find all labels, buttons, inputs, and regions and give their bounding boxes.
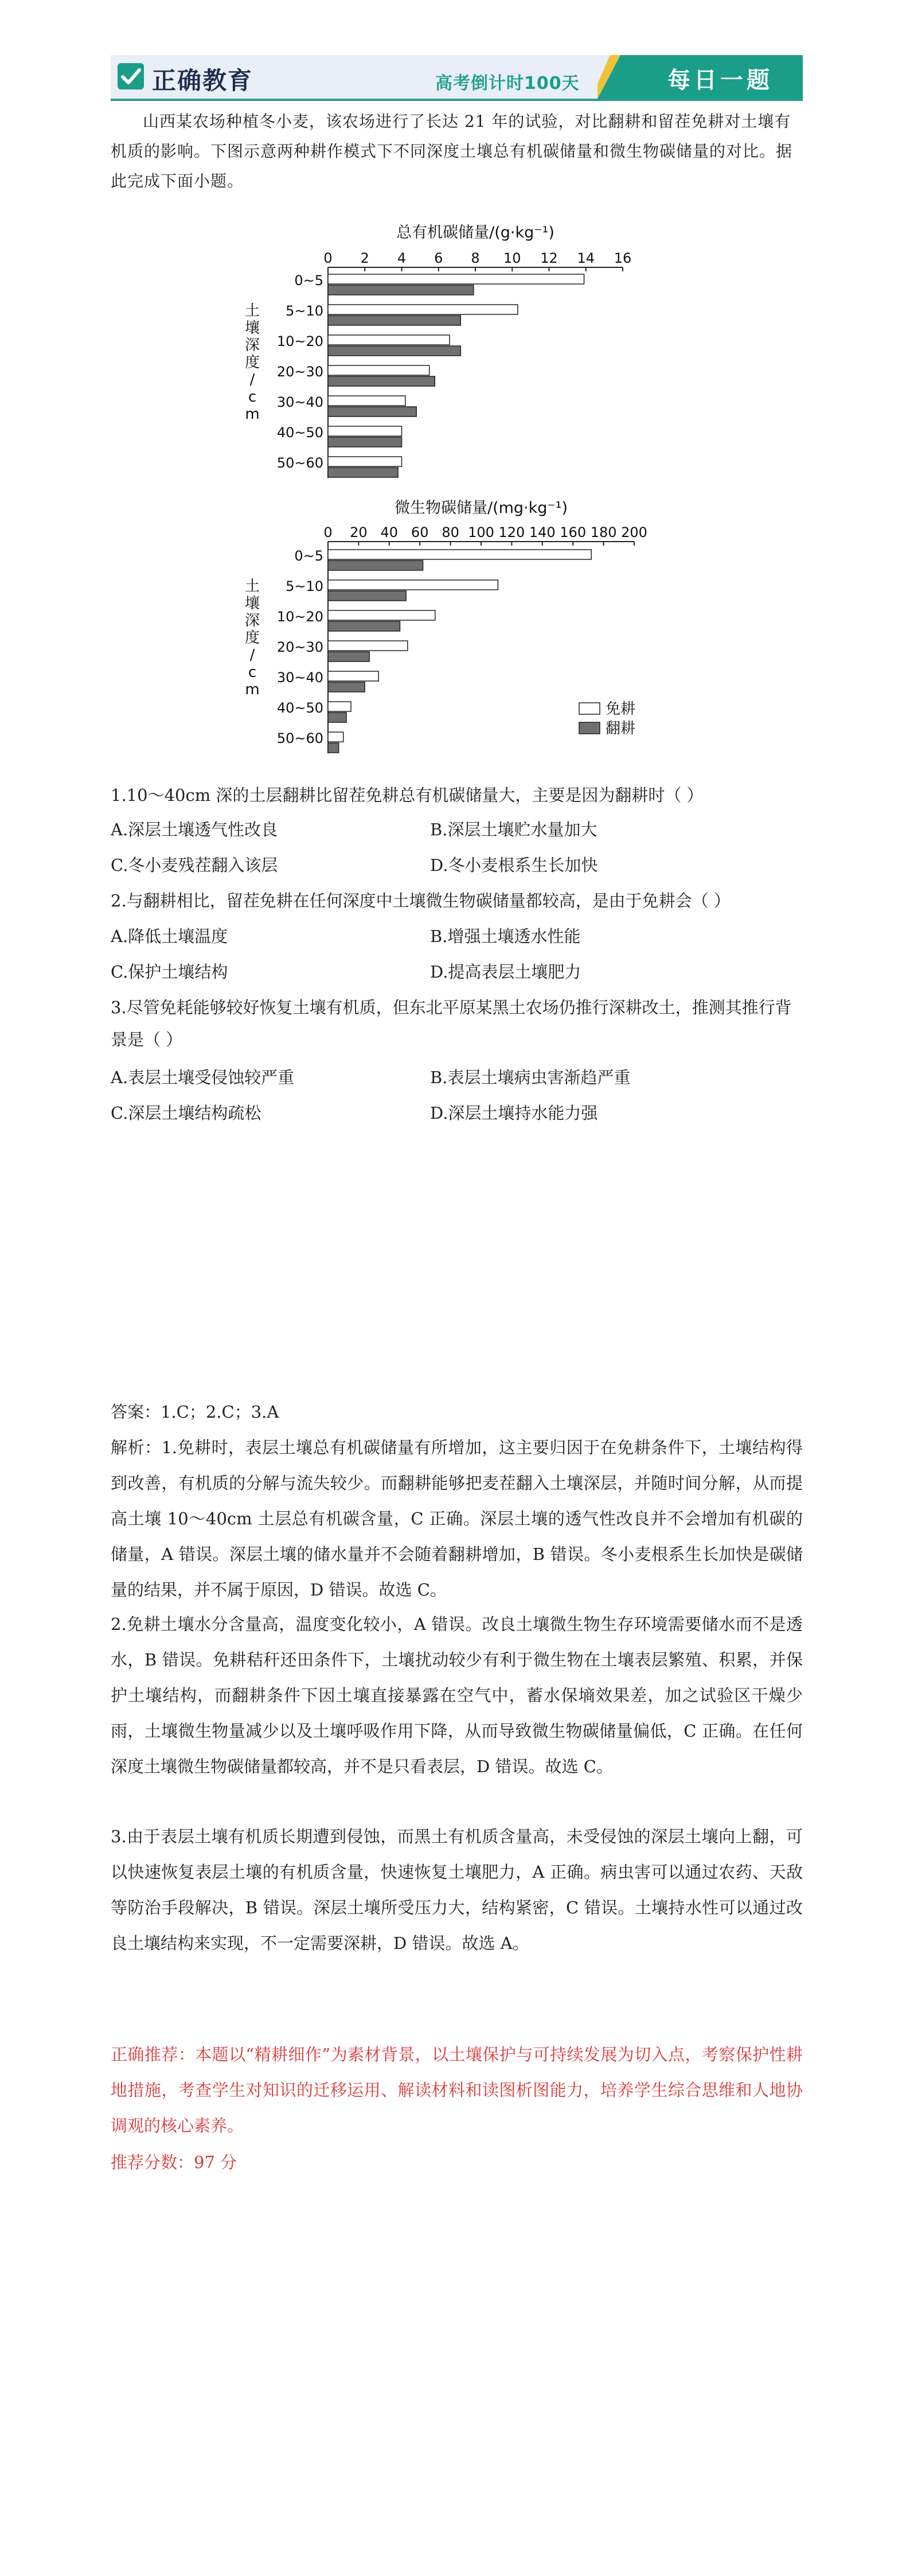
analysis-3: 3.由于表层土壤有机质长期遭到侵蚀，而黑土有机质含量高，未受侵蚀的深层土壤向上翻，可以快速恢复表层土壤的有机质含量，快速恢复土壤肥力，A 正确。病虫害可以通过农药、天敌等防治手段解决，B 错误。深层土壤所受压力大，结构紧密，C 错误。土壤持水性可以通过改良土壤结构来实现，不一定需要深耕，D 错误。故选 A。: [111, 1827, 803, 1953]
y-axis-label-char: 深: [244, 612, 260, 629]
category-label: 30~40: [276, 670, 323, 686]
x-tick-label: 100: [468, 524, 494, 540]
bar-no-till: [328, 426, 402, 436]
category-label: 5~10: [286, 578, 323, 594]
bar-no-till: [328, 335, 450, 345]
bar-no-till: [328, 365, 429, 375]
y-axis-label-char: 度: [244, 629, 260, 647]
bar-plow: [328, 316, 460, 325]
brand-name: 正确教育: [152, 67, 253, 95]
legend-label: 翻耕: [606, 720, 636, 737]
analysis-1: 解析：1.免耕时，表层土壤总有机碳储量有所增加，这主要归因于在免耕条件下，土壤结构得到改善，有机质的分解与流失较少。而翻耕能够把麦茬翻入土壤深层，并随时间分解，从而提高土壤 10～40cm 土层总有机碳含量，C 正确。深层土壤的透气性改良并不会增加有机碳的储量，A 错误。深层土壤的储水量并不会随着翻耕增加，B 错误。冬小麦根系生长加快是碳储量的结果，并不属于原因，D 错误。故选 C。: [111, 1438, 803, 1600]
x-tick-label: 14: [577, 250, 595, 266]
category-label: 5~10: [286, 303, 323, 319]
bar-no-till: [328, 457, 402, 466]
y-axis-label-char: m: [245, 406, 260, 423]
x-tick-label: 2: [360, 250, 369, 266]
q1-option-c: C.冬小麦残茬翻入该层: [111, 855, 278, 875]
y-axis-label-char: 土: [244, 578, 260, 595]
q2-option-a: A.降低土壤温度: [111, 927, 228, 946]
q3-option-a: A.表层土壤受侵蚀较严重: [111, 1068, 295, 1087]
bar-no-till: [328, 580, 498, 590]
answer-key: 答案：1.C；2.C；3.A: [111, 1402, 279, 1422]
x-tick-label: 180: [590, 524, 617, 540]
x-tick-label: 10: [503, 250, 521, 266]
chart-microbial-carbon: [241, 493, 665, 769]
bar-plow: [328, 561, 423, 570]
y-axis-label-char: 土: [244, 302, 260, 320]
category-label: 50~60: [276, 730, 323, 746]
category-label: 40~50: [276, 425, 323, 441]
bar-no-till: [328, 641, 408, 651]
category-label: 10~20: [276, 333, 323, 349]
header-banner: [111, 55, 803, 101]
question-1: 1.10～40cm 深的土层翻耕比留茬免耕总有机碳储量大，主要是因为翻耕时（ ）: [111, 785, 704, 805]
bar-plow: [328, 713, 346, 722]
bar-plow: [328, 652, 369, 661]
intro-paragraph: 山西某农场种植冬小麦，该农场进行了长达 21 年的试验，对比翻耕和留茬免耕对土壤有机质的影响。下图示意两种耕作模式下不同深度土壤总有机碳储量和微生物碳储量的对比。据此完成下面小题。: [111, 112, 793, 190]
category-label: 50~60: [276, 455, 323, 471]
y-axis-label-char: 壤: [244, 595, 260, 612]
bar-plow: [328, 743, 339, 753]
analysis-2: 2.免耕土壤水分含量高，温度变化较小，A 错误。改良土壤微生物生存环境需要储水而不是透水，B 错误。免耕秸秆还田条件下，土壤扰动较少有利于微生物在土壤表层繁殖、积累，并保护土壤结构，而翻耕条件下因土壤直接暴露在空气中，蓄水保墒效果差，加之试验区干燥少雨，土壤微生物量减少以及土壤呼吸作用下降，从而导致微生物碳储量偏低，C 正确。在任何深度土壤微生物碳储量都较高，并不是只看表层，D 错误。故选 C。: [111, 1614, 803, 1776]
bar-no-till: [328, 671, 378, 681]
chart-title: 总有机碳储量/(g·kg⁻¹): [396, 224, 554, 242]
legend-swatch: [579, 703, 600, 714]
bar-no-till: [328, 550, 591, 559]
question-3: 3.尽管免耗能够较好恢复土壤有机质，但东北平原某黑土农场仍推行深耕改土，推测其推行背景是（ ）: [111, 998, 792, 1049]
x-tick-label: 140: [529, 524, 556, 540]
bar-plow: [328, 346, 460, 356]
category-label: 40~50: [276, 700, 323, 716]
q2-option-d: D.提高表层土壤肥力: [430, 962, 581, 982]
legend-label: 免耕: [606, 701, 636, 718]
y-axis-label-char: m: [245, 681, 260, 698]
x-tick-label: 8: [471, 250, 480, 266]
chart-title: 微生物碳储量/(mg·kg⁻¹): [394, 499, 568, 517]
x-tick-label: 200: [621, 524, 647, 540]
bar-no-till: [328, 702, 351, 711]
x-tick-label: 12: [540, 250, 558, 266]
y-axis-label-char: /: [249, 371, 255, 388]
y-axis-label-char: /: [249, 647, 255, 664]
bar-no-till: [328, 305, 518, 314]
bar-plow: [328, 682, 365, 692]
x-tick-label: 20: [350, 524, 368, 540]
x-tick-label: 120: [498, 524, 525, 540]
bar-plow: [328, 591, 406, 601]
q1-option-a: A.深层土壤透气性改良: [111, 820, 278, 839]
q2-option-c: C.保护土壤结构: [111, 962, 228, 982]
y-axis-label-char: 深: [244, 337, 260, 354]
y-axis-label-char: c: [248, 664, 257, 681]
bar-plow: [328, 407, 416, 417]
bar-no-till: [328, 732, 343, 742]
q2-option-b: B.增强土壤透水性能: [430, 927, 581, 946]
daily-title: 每日一题: [667, 67, 773, 94]
category-label: 20~30: [276, 364, 323, 380]
question-2: 2.与翻耕相比，留茬免耕在任何深度中土壤微生物碳储量都较高，是由于免耕会（ ）: [111, 891, 731, 910]
x-tick-label: 40: [380, 524, 399, 540]
bar-plow: [328, 621, 400, 631]
check-logo-icon: [118, 63, 144, 90]
bar-no-till: [328, 274, 584, 284]
x-tick-label: 60: [411, 524, 429, 540]
recommendation-text: 正确推荐：本题以“精耕细作”为素材背景，以土壤保护与可持续发展为切入点，考察保护性耕地措施，考查学生对知识的迁移运用、解读材料和读图析图能力，培养学生综合思维和人地协调观的核心素养。: [111, 2045, 803, 2135]
bar-plow: [328, 376, 435, 386]
bar-plow: [328, 468, 398, 477]
category-label: 30~40: [276, 394, 323, 410]
category-label: 0~5: [294, 548, 323, 564]
legend-swatch: [579, 722, 600, 734]
bar-no-till: [328, 610, 435, 620]
y-axis-label-char: 壤: [244, 320, 260, 337]
x-tick-label: 6: [434, 250, 443, 266]
q3-option-b: B.表层土壤病虫害渐趋严重: [430, 1068, 631, 1087]
x-tick-label: 16: [614, 250, 632, 266]
category-label: 10~20: [276, 609, 323, 625]
q1-option-b: B.深层土壤贮水量加大: [430, 820, 597, 839]
bar-plow: [328, 285, 474, 295]
x-tick-label: 160: [560, 524, 587, 540]
q3-option-c: C.深层土壤结构疏松: [111, 1103, 261, 1123]
bar-plow: [328, 437, 402, 447]
y-axis-label-char: 度: [244, 354, 260, 371]
category-label: 0~5: [294, 273, 323, 289]
x-tick-label: 0: [323, 524, 333, 540]
q1-option-d: D.冬小麦根系生长加快: [430, 855, 598, 875]
x-tick-label: 0: [323, 250, 333, 266]
recommendation-score: 推荐分数：97 分: [111, 2153, 237, 2172]
x-tick-label: 80: [442, 524, 459, 540]
bar-no-till: [328, 396, 405, 406]
countdown-text: 高考倒计时100天: [435, 73, 580, 94]
chart-total-organic-carbon: [241, 218, 665, 488]
x-tick-label: 4: [397, 250, 407, 266]
category-label: 20~30: [276, 639, 323, 655]
y-axis-label-char: c: [248, 388, 257, 406]
q3-option-d: D.深层土壤持水能力强: [430, 1103, 598, 1123]
